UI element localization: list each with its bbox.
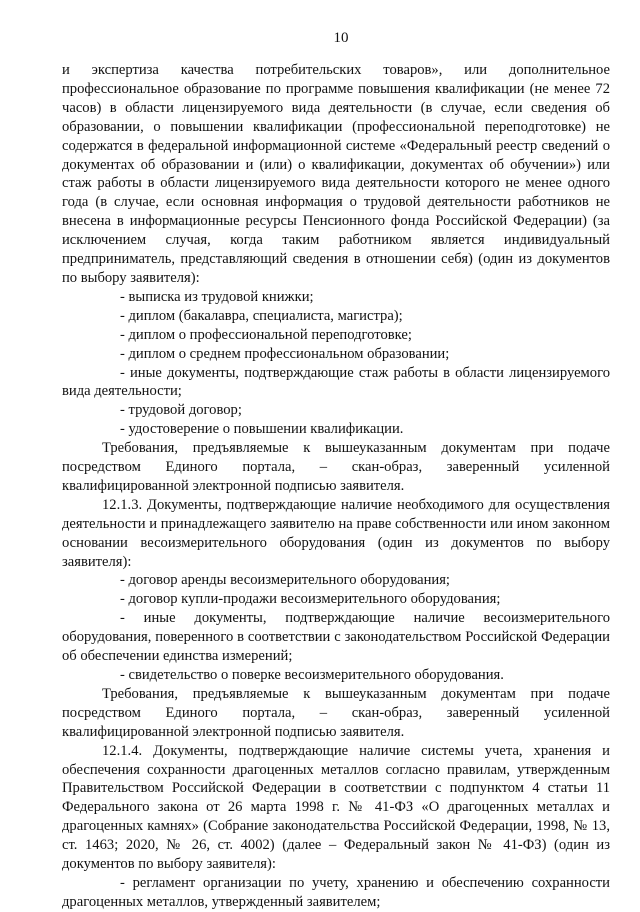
list-item: - удостоверение о повышении квалификации. <box>120 421 404 438</box>
paragraph: Требования, предъявляемые к вышеуказанным документам при подаче посредством Единого портала, – скан-образ, заверенный усиленной квалифицированной электронной подписью заявителя. <box>62 440 610 494</box>
paragraph: 12.1.3. Документы, подтверждающие наличие необходимого для осуществления деятельности и принадлежащего заявителю на праве собственности или ином законном основании весоизмерительного оборудования (один из документов по выбору заявителя): <box>62 496 610 570</box>
page-number: 10 <box>333 30 349 46</box>
list-item: - диплом (бакалавра, специалиста, магистра); <box>120 307 403 324</box>
list-item: - диплом о среднем профессиональном образовании; <box>120 345 450 362</box>
list-item: - иные документы, подтверждающие стаж работы в области лицензируемого вида деятельности; <box>62 364 610 400</box>
list-item: - выписка из трудовой книжки; <box>120 288 314 305</box>
list-item: - иные документы, подтверждающие наличие весоизмерительного оборудования, поверенного в соответствии с законодательством Российской Федерации об обеспечении единства измерений; <box>62 610 610 665</box>
paragraph: и экспертиза качества потребительских товаров», или дополнительное профессиональное образование по программе повышения квалификации (не менее 72 часов) в области лицензируемого вида деятельности (в случае, если сведения об образовании, о повышении квалификации (профессиональной переподготовке) не содержатся в федеральной информационной системе «Федеральный реестр сведений о документах об образовании и (или) о квалификации, документах об обучении») или стаж работы в области лицензируемого вида деятельности которого не менее одного года (в случае, если основная информация о трудовой деятельности работников не внесена в информационные ресурсы Пенсионного фонда Российской Федерации) (за исключением случая, когда таким работником является индивидуальный предприниматель, представляющий сведения в отношении себя) (один из документов по выбору заявителя): <box>62 62 610 286</box>
list-item: - договор аренды весоизмерительного оборудования; <box>120 572 450 589</box>
list-item: - регламент организации по учету, хранению и обеспечению сохранности драгоценных металлов, утвержденный заявителем; <box>62 874 610 910</box>
list-item: - трудовой договор; <box>120 402 242 419</box>
paragraph: 12.1.4. Документы, подтверждающие наличие системы учета, хранения и обеспечения сохранности драгоценных металлов согласно правилам, утвержденным Правительством Российской Федерации в соответствии с подпунктом 4 статьи 11 Федерального закона от 26 марта 1998 г. № 41-ФЗ «О драгоценных металлах и драгоценных камнях» (Собрание законодательства Российской Федерации, 1998, № 13, ст. 1463; 2020, № 26, ст. 4002) (далее – Федеральный закон № 41-ФЗ) (один из документов по выбору заявителя): <box>62 742 610 873</box>
paragraph: Требования, предъявляемые к вышеуказанным документам при подаче посредством Единого портала, – скан-образ, заверенный усиленной квалифицированной электронной подписью заявителя. <box>62 685 610 740</box>
document-body <box>62 61 610 912</box>
list-item: - диплом о профессиональной переподготовке; <box>120 326 412 343</box>
list-item: - договор купли-продажи весоизмерительного оборудования; <box>120 591 501 608</box>
list-item: - свидетельство о поверке весоизмерительного оборудования. <box>120 667 504 683</box>
